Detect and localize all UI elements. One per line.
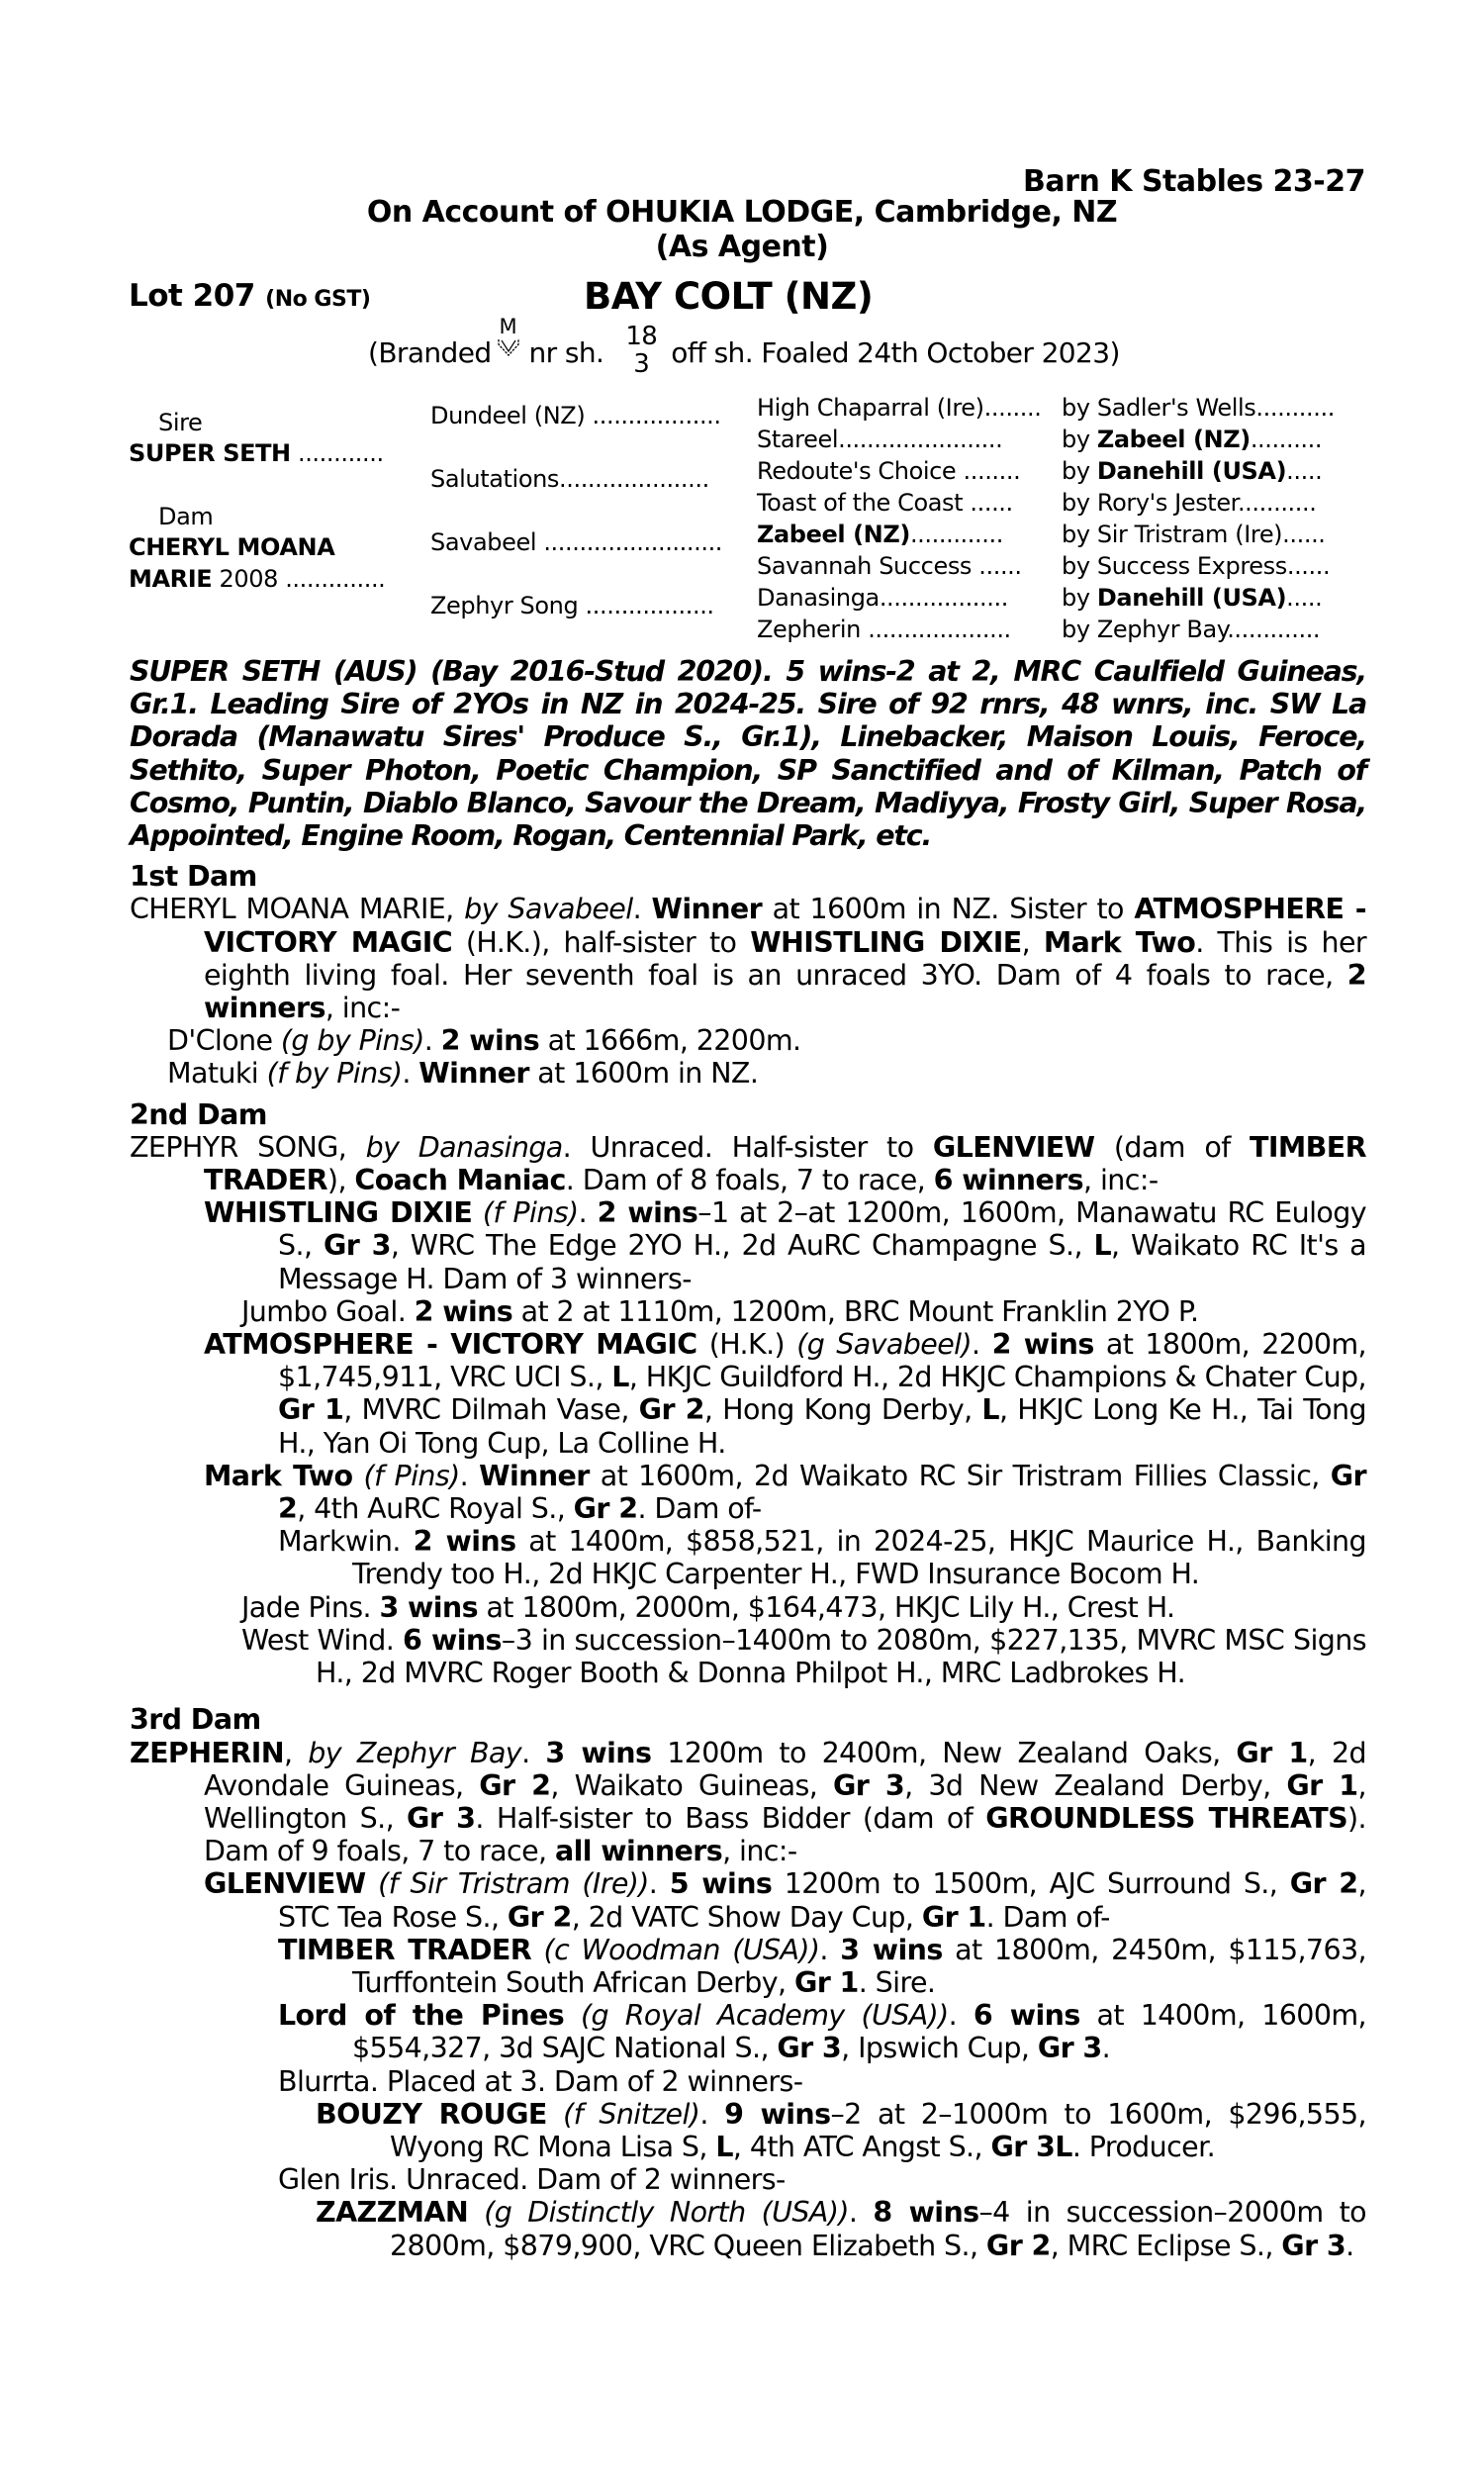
text: . (972, 1328, 992, 1362)
gen3-ancestor (757, 550, 1022, 582)
brand-mark-icon (496, 315, 525, 368)
text: , STC Tea Rose S., (278, 1867, 1366, 1934)
text: . (578, 1196, 598, 1230)
gen3-ancestor-name: Toast of the Coast ...... (757, 489, 1013, 517)
progeny-sex: (f by Pins) (266, 1057, 403, 1091)
bold-text: Mark Two (1043, 925, 1196, 959)
gen2-dam-dam: Zephyr Song .................. (430, 592, 714, 619)
gen3-ancestor-name: Danasinga.................. (757, 584, 1008, 612)
sire-name: Success Express (1096, 552, 1287, 580)
catalogue-body (130, 655, 1366, 2262)
text: . (632, 893, 652, 926)
bold-text: Winner (479, 1459, 590, 1492)
progeny-entry (130, 1525, 1366, 1590)
brand-description (368, 315, 1120, 382)
grade: Gr 3 (1037, 2032, 1102, 2065)
text: at 1800m, 2200m, $1,745,911, VRC UCI S., (278, 1328, 1367, 1394)
text: , MVRC Dilmah Vase, (343, 1393, 639, 1427)
text: at 1600m in NZ. (528, 1057, 759, 1091)
progeny-sex: (f Sir Tristram (Ire)) (365, 1867, 649, 1901)
text: ). Dam of 9 foals, 7 to race, (204, 1801, 1366, 1868)
text: –3 in succession–1400m to 2080m, $227,135, MVRC MSC Signs H., 2d MVRC Roger Booth & Donna Philpot H., MRC Ladbrokes H. (316, 1623, 1366, 1690)
progeny-name: WHISTLING DIXIE (204, 1196, 473, 1230)
grade: L (981, 1393, 999, 1427)
text: . (948, 1999, 974, 2033)
progeny-entry (130, 1934, 1366, 1999)
text: . (423, 1024, 441, 1058)
gen3-ancestor-name: High Chaparral (Ire)........ (757, 394, 1042, 422)
lot-title: BAY COLT (NZ) (584, 275, 874, 318)
bold-text: GROUNDLESS THREATS (985, 1801, 1348, 1835)
text: 1200m to 1500m, AJC Surround S., (772, 1867, 1290, 1901)
progeny-sex: (g Savabeel) (796, 1328, 972, 1362)
text: , MRC Eclipse S., (1050, 2229, 1282, 2262)
text: , inc:- (1083, 1164, 1159, 1197)
gen3-ancestor-sire (1062, 392, 1335, 424)
progeny-name: Markwin. (278, 1525, 414, 1559)
text: . (402, 1057, 419, 1091)
text: , HKJC Guildford H., 2d HKJC Champions & Chater Cup, (628, 1361, 1366, 1394)
text: , 2d Avondale Guineas, (204, 1736, 1366, 1802)
text: . (459, 1459, 480, 1492)
text: . (521, 1736, 546, 1769)
progeny-sex: (f Pins) (472, 1196, 579, 1230)
text: at 1600m, 2d Waikato RC Sir Tristram Fillies Classic, (589, 1459, 1331, 1492)
progeny-sex: (c Woodman (USA)) (531, 1933, 820, 1966)
dots: ............. (909, 521, 1003, 548)
gen3-ancestor (757, 614, 1011, 645)
progeny-name: D'Clone (167, 1024, 281, 1058)
second-dam-paragraph (130, 1131, 1366, 1196)
dots: ..... (1286, 457, 1323, 485)
text: at 1400m, $858,521, in 2024-25, HKJC Maurice H., Banking Trendy too H., 2d HKJC Carpenter H., FWD Insurance Bocom H. (352, 1525, 1366, 1591)
sire-name: Danehill (USA) (1096, 584, 1287, 612)
text: , (283, 1736, 309, 1769)
by-prefix: by (1062, 489, 1097, 517)
bold-text: 6 winners (933, 1164, 1084, 1197)
gen3-ancestor-sire (1062, 582, 1322, 614)
bold-text: TIMBER TRADER (204, 1130, 1366, 1197)
progeny-sex: (g by Pins) (280, 1024, 424, 1058)
gen3-ancestor-name: Redoute's Choice ........ (757, 457, 1021, 485)
dots: ........... (1237, 489, 1317, 517)
grade: Gr 2 (1289, 1867, 1358, 1901)
gen3-ancestor (757, 487, 1013, 519)
progeny-name: GLENVIEW (204, 1867, 366, 1901)
gen3-ancestor-sire (1062, 455, 1322, 487)
grade: Gr 2 (278, 1459, 1366, 1526)
grade: Gr 3 (407, 1801, 476, 1835)
near-shoulder: nr sh. (528, 336, 604, 369)
progeny-entry (130, 2098, 1366, 2163)
sire-name: Danehill (USA) (1096, 457, 1287, 485)
gen3-ancestor (757, 424, 1002, 455)
progeny-name: Jumbo Goal. (241, 1294, 415, 1328)
text: . (819, 1933, 841, 1966)
gen3-ancestor (757, 519, 1003, 550)
progeny-entry (130, 1999, 1366, 2064)
gen3-ancestor (757, 392, 1041, 424)
gen3-ancestor-sire (1062, 614, 1320, 645)
shield-brand-icon (498, 338, 519, 356)
progeny-entry (130, 2196, 1366, 2261)
text: , HKJC Long Ke H., Tai Tong H., Yan Oi Tong Cup, La Colline H. (278, 1393, 1366, 1460)
text: , inc:- (325, 992, 401, 1025)
grade: Gr 3L (990, 2130, 1072, 2163)
off-shoulder-foaled: off sh. Foaled 24th October 2023) (671, 336, 1120, 369)
bold-text: 2 wins (440, 1024, 540, 1058)
sire-dots: ............ (290, 439, 384, 467)
sire-name: Sir Tristram (Ire) (1096, 521, 1283, 548)
text: , WRC The Edge 2YO H., 2d AuRC Champagne S., (390, 1229, 1094, 1263)
text: (dam of (1094, 1130, 1251, 1164)
bold-text: 6 wins (403, 1623, 502, 1657)
grade: Gr 1 (793, 1965, 859, 1999)
sire-name-text: SUPER SETH (129, 439, 291, 467)
progeny-entry: Blurrta. Placed at 3. Dam of 2 winners- (278, 2064, 803, 2098)
bold-text: ATMOSPHERE - VICTORY MAGIC (204, 893, 1366, 959)
progeny-entry (130, 1867, 1366, 1933)
dam-name-line1: CHERYL MOANA (129, 533, 335, 561)
text: , Ipswich Cup, (841, 2032, 1038, 2065)
text: . (1101, 2032, 1111, 2065)
progeny-entry (130, 1591, 1366, 1624)
text: , 4th AuRC Royal S., (297, 1492, 574, 1526)
grade: Gr 1 (278, 1393, 344, 1427)
brand-letter: M (499, 315, 517, 338)
progeny-name: Jade Pins. (241, 1590, 380, 1624)
bold-text: 8 wins (873, 2196, 979, 2230)
bold-text: Coach Maniac (354, 1164, 566, 1197)
by-prefix: by (1062, 457, 1097, 485)
gen3-ancestor (757, 582, 1008, 614)
text: –1 at 2–at 1200m, 1600m, Manawatu RC Eulogy S., (278, 1196, 1366, 1263)
grade: Gr 2 (479, 1768, 551, 1802)
grade: Gr 3 (777, 2032, 842, 2065)
progeny-entry (130, 1057, 1366, 1090)
text: , (1021, 925, 1044, 959)
second-dam-heading: 2nd Dam (130, 1097, 267, 1131)
sire-name (129, 437, 384, 469)
bold-text: 2 wins (597, 1196, 698, 1230)
progeny-entry (130, 1295, 1366, 1328)
dots: ..... (1286, 584, 1323, 612)
text: at 1800m, 2000m, $164,473, HKJC Lily H., Crest H. (477, 1590, 1175, 1624)
dam-name-text: MARIE (129, 565, 213, 593)
progeny-name: BOUZY ROUGE (316, 2097, 547, 2131)
sire-name: Sadler's Wells (1096, 394, 1256, 422)
text: . Dam of- (985, 1900, 1110, 1934)
bold-text: 5 wins (669, 1867, 773, 1901)
gen3-ancestor-sire (1062, 519, 1326, 550)
first-dam-paragraph (130, 893, 1366, 1024)
text: –4 in succession–2000m to 2800m, $879,900, VRC Queen Elizabeth S., (390, 2196, 1366, 2262)
dots: .......... (1250, 426, 1323, 453)
text: . (648, 1867, 670, 1901)
dam-year: 2008 .............. (212, 565, 386, 593)
progeny-entry (130, 1624, 1366, 1689)
text: . This is her eighth living foal. Her seventh foal is an unraced 3YO. Dam of 4 foals to race, (204, 925, 1366, 992)
gen3-ancestor-name: Savannah Success ...... (757, 552, 1022, 580)
text: at 1800m, 2450m, $115,763, Turffontein South African Derby, (352, 1933, 1366, 1999)
text: , Hong Kong Derby, (703, 1393, 982, 1427)
text: , inc:- (722, 1835, 797, 1868)
sire-name: Zabeel (NZ) (1096, 426, 1251, 453)
progeny-name: Mark Two (204, 1459, 353, 1492)
grade: Gr 3 (833, 1768, 905, 1802)
gen3-ancestor-name: Zabeel (NZ) (757, 521, 910, 548)
text: at 2 at 1110m, 1200m, BRC Mount Franklin 2YO P. (512, 1294, 1199, 1328)
progeny-entry (130, 1196, 1366, 1295)
text: , Waikato RC It's a Message H. Dam of 3 winners- (278, 1229, 1366, 1295)
grade: Gr 2 (638, 1393, 704, 1427)
text: , 2d VATC Show Day Cup, (571, 1900, 922, 1934)
bold-text: GLENVIEW (932, 1130, 1095, 1164)
progeny-name: Lord of the Pines (278, 1999, 565, 2033)
progeny-sex: (f Pins) (352, 1459, 460, 1492)
brand-fraction-top: 18 (625, 322, 658, 351)
progeny-name: ATMOSPHERE - VICTORY MAGIC (204, 1328, 697, 1362)
text: 1200m to 2400m, New Zealand Oaks, (651, 1736, 1237, 1769)
gst-note: (No GST) (265, 287, 371, 312)
gen3-ancestor (757, 455, 1020, 487)
bold-text: 3 wins (840, 1933, 943, 1966)
grade: Gr 3 (323, 1229, 391, 1263)
progeny-entry: Glen Iris. Unraced. Dam of 2 winners- (278, 2163, 786, 2197)
progeny-name: ZAZZMAN (316, 2196, 469, 2230)
dam-sire: by Zephyr Bay (308, 1736, 522, 1769)
gen2-dam-sire: Savabeel ......................... (430, 528, 723, 556)
bold-text: 2 winners (204, 958, 1366, 1025)
grade: L (611, 1361, 629, 1394)
text: . (699, 2097, 725, 2131)
dots: ...... (1282, 521, 1326, 548)
vendor-line: On Account of OHUKIA LODGE, Cambridge, NZ (366, 195, 1118, 230)
dots: ...... (1286, 552, 1331, 580)
text: . Producer. (1071, 2130, 1216, 2163)
text: ), (326, 1164, 355, 1197)
first-dam-heading: 1st Dam (130, 860, 257, 894)
text: , 4th ATC Angst S., (732, 2130, 991, 2163)
text: . Dam of- (637, 1492, 762, 1526)
dots: ............. (1227, 616, 1321, 643)
barn-stables: Barn K Stables 23-27 (1023, 164, 1365, 199)
by-prefix: by (1062, 394, 1097, 422)
third-dam-paragraph (130, 1737, 1366, 1868)
progeny-sex: (f Snitzel) (546, 2097, 700, 2131)
by-prefix: by (1062, 426, 1097, 453)
by-prefix: by (1062, 616, 1097, 643)
grade: L (1093, 1229, 1112, 1263)
dam-label: Dam (158, 503, 214, 530)
text: . Sire. (858, 1965, 936, 1999)
text: , 3d New Zealand Derby, (904, 1768, 1287, 1802)
dots: ........... (1255, 394, 1335, 422)
lot-number (129, 278, 370, 314)
lot-label: Lot 207 (129, 278, 255, 314)
text: . (1345, 2229, 1354, 2262)
bold-text: all winners (554, 1835, 723, 1868)
bold-text: 2 wins (991, 1328, 1094, 1362)
brand-fraction-bottom: 3 (633, 349, 650, 379)
grade: Gr 2 (507, 1900, 572, 1934)
bold-text: 2 wins (413, 1525, 516, 1559)
dam-name: ZEPHERIN (130, 1736, 284, 1769)
grade: Gr 3 (1281, 2229, 1346, 2262)
gen2-sire-dam: Salutations..................... (430, 465, 709, 493)
bold-text: WHISTLING DIXIE (750, 925, 1022, 959)
progeny-entry (130, 1328, 1366, 1460)
text: . (848, 2196, 874, 2230)
text: , Waikato Guineas, (550, 1768, 833, 1802)
dam-sire: by Danasinga (365, 1130, 563, 1164)
third-dam-heading: 3rd Dam (130, 1703, 261, 1737)
text: –2 at 2–1000m to 1600m, $296,555, Wyong RC Mona Lisa S, (390, 2097, 1366, 2163)
bold-text: Winner (651, 893, 763, 926)
progeny-name: Matuki (167, 1057, 267, 1091)
sire-name: Zephyr Bay (1096, 616, 1228, 643)
bold-text: 9 wins (724, 2097, 831, 2131)
sire-name: Rory's Jester (1096, 489, 1238, 517)
gen3-ancestor-name: Zepherin .................... (757, 616, 1011, 643)
grade: Gr 2 (573, 1492, 638, 1526)
bold-text: 2 wins (414, 1294, 513, 1328)
grade: Gr 1 (921, 1900, 986, 1934)
gen2-sire-sire: Dundeel (NZ) .................. (430, 402, 721, 429)
text: (H.K.) (696, 1328, 797, 1362)
text: at 1600m in NZ. Sister to (762, 893, 1135, 926)
grade: Gr 2 (985, 2229, 1051, 2262)
bold-text: Winner (418, 1057, 529, 1091)
progeny-sex: (g Royal Academy (USA)) (564, 1999, 949, 2033)
bold-text: 3 wins (545, 1736, 652, 1769)
bold-text: 3 wins (379, 1590, 478, 1624)
brand-fraction (625, 323, 657, 378)
text: (H.K.), half-sister to (452, 925, 751, 959)
progeny-name: West Wind. (241, 1623, 404, 1657)
dam-name-line2 (129, 563, 385, 595)
gen3-ancestor-name: Stareel....................... (757, 426, 1003, 453)
agent-line: (As Agent) (655, 230, 829, 264)
text: . Dam of 8 foals, 7 to race, (565, 1164, 934, 1197)
by-prefix: by (1062, 521, 1097, 548)
sire-label: Sire (158, 409, 203, 436)
grade: Gr 1 (1286, 1768, 1358, 1802)
grade: Gr 1 (1236, 1736, 1308, 1769)
by-prefix: by (1062, 552, 1097, 580)
text: , Wellington S., (204, 1768, 1366, 1835)
text: at 1666m, 2200m. (539, 1024, 801, 1058)
progeny-entry (130, 1024, 1366, 1057)
sire-summary: SUPER SETH (AUS) (Bay 2016-Stud 2020). 5 wins-2 at 2, MRC Caulfield Guineas, Gr.1. Leading Sire of 2YOs in NZ in 2024-25. Sire of 92 rnrs, 48 wnrs, inc. SW La Dorada (Manawatu Sires' Produce S., Gr.1), Linebacker, Maison Louis, Feroce, Sethito, Super Photon, Poetic Champion, SP Sanctified and of Kilman, Patch of Cosmo, Puntin, Diablo Blanco, Savour the Dream, Madiyya, Frosty Girl, Super Rosa, Appointed, Engine Room, Rogan, Centennial Park, etc. (130, 655, 1366, 853)
dam-name: CHERYL MOANA MARIE, (130, 893, 465, 926)
bold-text: 6 wins (973, 1999, 1080, 2033)
grade: L (715, 2130, 733, 2163)
dam-name: ZEPHYR SONG, (130, 1130, 366, 1164)
gen3-ancestor-sire (1062, 487, 1316, 519)
by-prefix: by (1062, 584, 1097, 612)
gen3-ancestor-sire (1062, 550, 1330, 582)
progeny-name: TIMBER TRADER (278, 1933, 532, 1966)
progeny-sex: (g Distinctly North (USA)) (468, 2196, 849, 2230)
progeny-entry (130, 1460, 1366, 1525)
text: . Unraced. Half-sister to (562, 1130, 933, 1164)
branded-prefix: (Branded (368, 336, 492, 369)
text: at 1400m, 1600m, $554,327, 3d SAJC National S., (352, 1999, 1366, 2065)
text: . Half-sister to Bass Bidder (dam of (475, 1801, 986, 1835)
gen3-ancestor-sire (1062, 424, 1322, 455)
dam-sire: by Savabeel (464, 893, 633, 926)
